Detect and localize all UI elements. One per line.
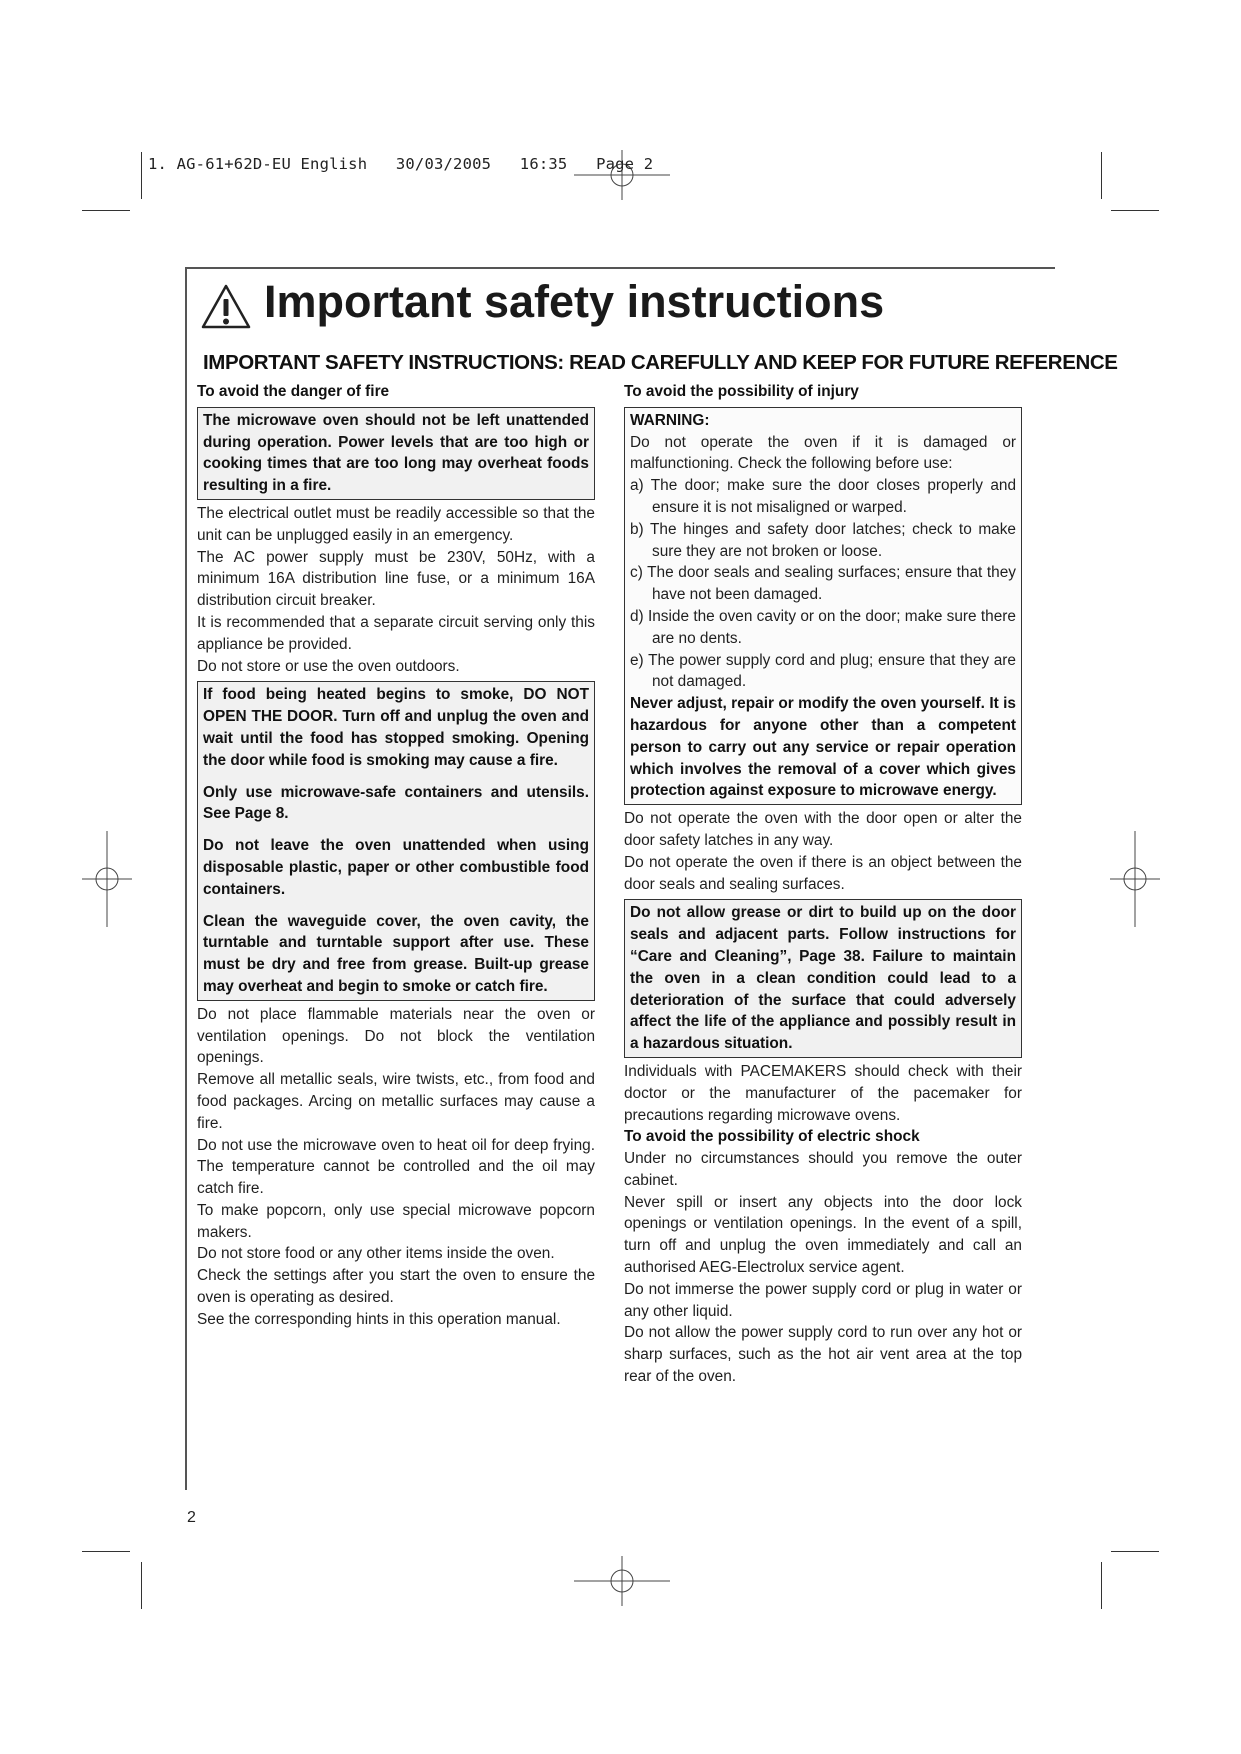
box-paragraph: Clean the waveguide cover, the oven cavity, the turntable and turntable support after use. These must be dry and free from grease. Built-up grease may overheat and begin to smoke or catch fire. bbox=[203, 912, 589, 995]
check-item: b) The hinges and safety door latches; check to make sure they are not broken or loose. bbox=[630, 520, 1016, 560]
page-subtitle: IMPORTANT SAFETY INSTRUCTIONS: READ CAREFULLY AND KEEP FOR FUTURE REFERENCE bbox=[203, 351, 1118, 374]
crop-mark-bottom-left-vertical bbox=[141, 1562, 142, 1609]
paragraph: Check the settings after you start the oven to ensure the oven is operating as desired. bbox=[197, 1267, 595, 1307]
paragraph: Do not immerse the power supply cord or plug in water or any other liquid. bbox=[624, 1280, 1022, 1320]
paragraph: Do not place flammable materials near the oven or ventilation openings. Do not block the ventilation openings. bbox=[197, 1005, 595, 1067]
crop-mark-top-right-vertical bbox=[1101, 152, 1102, 199]
injury-heading: To avoid the possibility of injury bbox=[624, 383, 859, 400]
paragraph: See the corresponding hints in this operation manual. bbox=[197, 1310, 561, 1328]
check-item: a) The door; make sure the door closes properly and ensure it is not misaligned or warped. bbox=[630, 477, 1016, 516]
fire-heading: To avoid the danger of fire bbox=[197, 383, 390, 400]
page-title: Important safety instructions bbox=[264, 276, 885, 327]
warning-closing: Never adjust, repair or modify the oven yourself. It is hazardous for anyone other than a competent person to carry out any service or repair operation which involves the removal of a cover which gives protection against exposure to microwave energy. bbox=[630, 695, 1016, 800]
right-column bbox=[624, 381, 1022, 1388]
fire-warning-text: The microwave oven should not be left unattended during operation. Power levels that are too high or cooking times that are too long may overheat foods resulting in a fire. bbox=[203, 411, 589, 495]
paragraph: The electrical outlet must be readily accessible so that the unit can be unplugged easily in an emergency. bbox=[197, 504, 595, 544]
warning-label: WARNING: bbox=[630, 411, 710, 429]
slug-page: Page 2 bbox=[596, 155, 654, 173]
paragraph: Remove all metallic seals, wire twists, etc., from food and food packages. Arcing on metallic surfaces may cause a fire. bbox=[197, 1071, 595, 1132]
warning-triangle-icon bbox=[200, 283, 252, 331]
check-item: c) The door seals and sealing surfaces; ensure that they have not been damaged. bbox=[630, 564, 1016, 604]
left-rule bbox=[185, 267, 187, 1490]
check-item: e) The power supply cord and plug; ensure that they are not damaged. bbox=[630, 651, 1016, 691]
crop-mark-bottom-right-vertical bbox=[1101, 1562, 1102, 1609]
slug-date: 30/03/2005 bbox=[395, 155, 492, 173]
print-slug bbox=[148, 155, 653, 173]
slug-file: 1. AG-61+62D-EU English bbox=[148, 155, 368, 173]
registration-mark-bottom bbox=[574, 1556, 670, 1606]
page-number: 2 bbox=[187, 1509, 196, 1526]
paragraph: It is recommended that a separate circuit serving only this appliance be provided. bbox=[197, 613, 595, 653]
paragraph: Do not store or use the oven outdoors. bbox=[197, 657, 460, 675]
paragraph: To make popcorn, only use special microwave popcorn makers. bbox=[197, 1201, 595, 1241]
grease-warning-box bbox=[624, 899, 1022, 1058]
fire-warning-box bbox=[197, 407, 595, 500]
paragraph: The AC power supply must be 230V, 50Hz, with a minimum 16A distribution line fuse, or a minimum 16A distribution circuit breaker. bbox=[197, 548, 595, 610]
shock-heading: To avoid the possibility of electric shock bbox=[624, 1128, 920, 1146]
left-column bbox=[197, 381, 595, 1331]
crop-mark-bottom-left-horizontal bbox=[82, 1551, 130, 1552]
smoke-warning-box bbox=[197, 681, 595, 1000]
registration-mark-right bbox=[1110, 831, 1160, 927]
paragraph: Do not use the microwave oven to heat oil for deep frying. The temperature cannot be controlled and the oil may catch fire. bbox=[197, 1136, 595, 1198]
top-rule bbox=[185, 267, 1055, 269]
registration-mark-left bbox=[82, 831, 132, 927]
paragraph: Do not allow the power supply cord to run over any hot or sharp surfaces, such as the hot air vent area at the top rear of the oven. bbox=[624, 1324, 1022, 1386]
injury-warning-box bbox=[624, 407, 1022, 805]
crop-mark-top-left-vertical bbox=[141, 152, 142, 199]
paragraph: Do not operate the oven if there is an object between the door seals and sealing surfaces. bbox=[624, 853, 1022, 893]
paragraph: Never spill or insert any objects into the door lock openings or ventilation openings. In the event of a spill, turn off and unplug the oven immediately and call an authorised AEG-Electrolux service agent. bbox=[624, 1193, 1022, 1277]
grease-warning-text: Do not allow grease or dirt to build up on the door seals and adjacent parts. Follow instructions for “Care and Cleaning”, Page 38. Failure to maintain the oven in a clean condition could lead to a deterioration of the surface that could adversely affect the life of the appliance and possibly result in a hazardous situation. bbox=[630, 904, 1016, 1053]
pacemaker-paragraph: Individuals with PACEMAKERS should check with their doctor or the manufacturer of the pacemaker for precautions regarding microwave ovens. bbox=[624, 1062, 1022, 1124]
slug-time: 16:35 bbox=[519, 155, 568, 173]
paragraph: Under no circumstances should you remove the outer cabinet. bbox=[624, 1150, 1022, 1189]
warning-intro: Do not operate the oven if it is damaged or malfunctioning. Check the following before use: bbox=[630, 433, 1016, 473]
crop-mark-bottom-right-horizontal bbox=[1111, 1551, 1159, 1552]
box-paragraph: If food being heated begins to smoke, DO NOT OPEN THE DOOR. Turn off and unplug the oven and wait until the food has stopped smoking. Opening the door while food is smoking may cause a fire. bbox=[203, 686, 589, 769]
box-paragraph: Only use microwave-safe containers and utensils. See Page 8. bbox=[203, 783, 589, 823]
box-paragraph: Do not leave the oven unattended when using disposable plastic, paper or other combustible food containers. bbox=[203, 837, 589, 898]
crop-mark-top-right-horizontal bbox=[1111, 210, 1159, 211]
crop-mark-top-left-horizontal bbox=[82, 210, 130, 211]
check-item: d) Inside the oven cavity or on the door; make sure there are no dents. bbox=[630, 607, 1016, 647]
paragraph: Do not store food or any other items inside the oven. bbox=[197, 1245, 555, 1263]
paragraph: Do not operate the oven with the door open or alter the door safety latches in any way. bbox=[624, 810, 1022, 849]
